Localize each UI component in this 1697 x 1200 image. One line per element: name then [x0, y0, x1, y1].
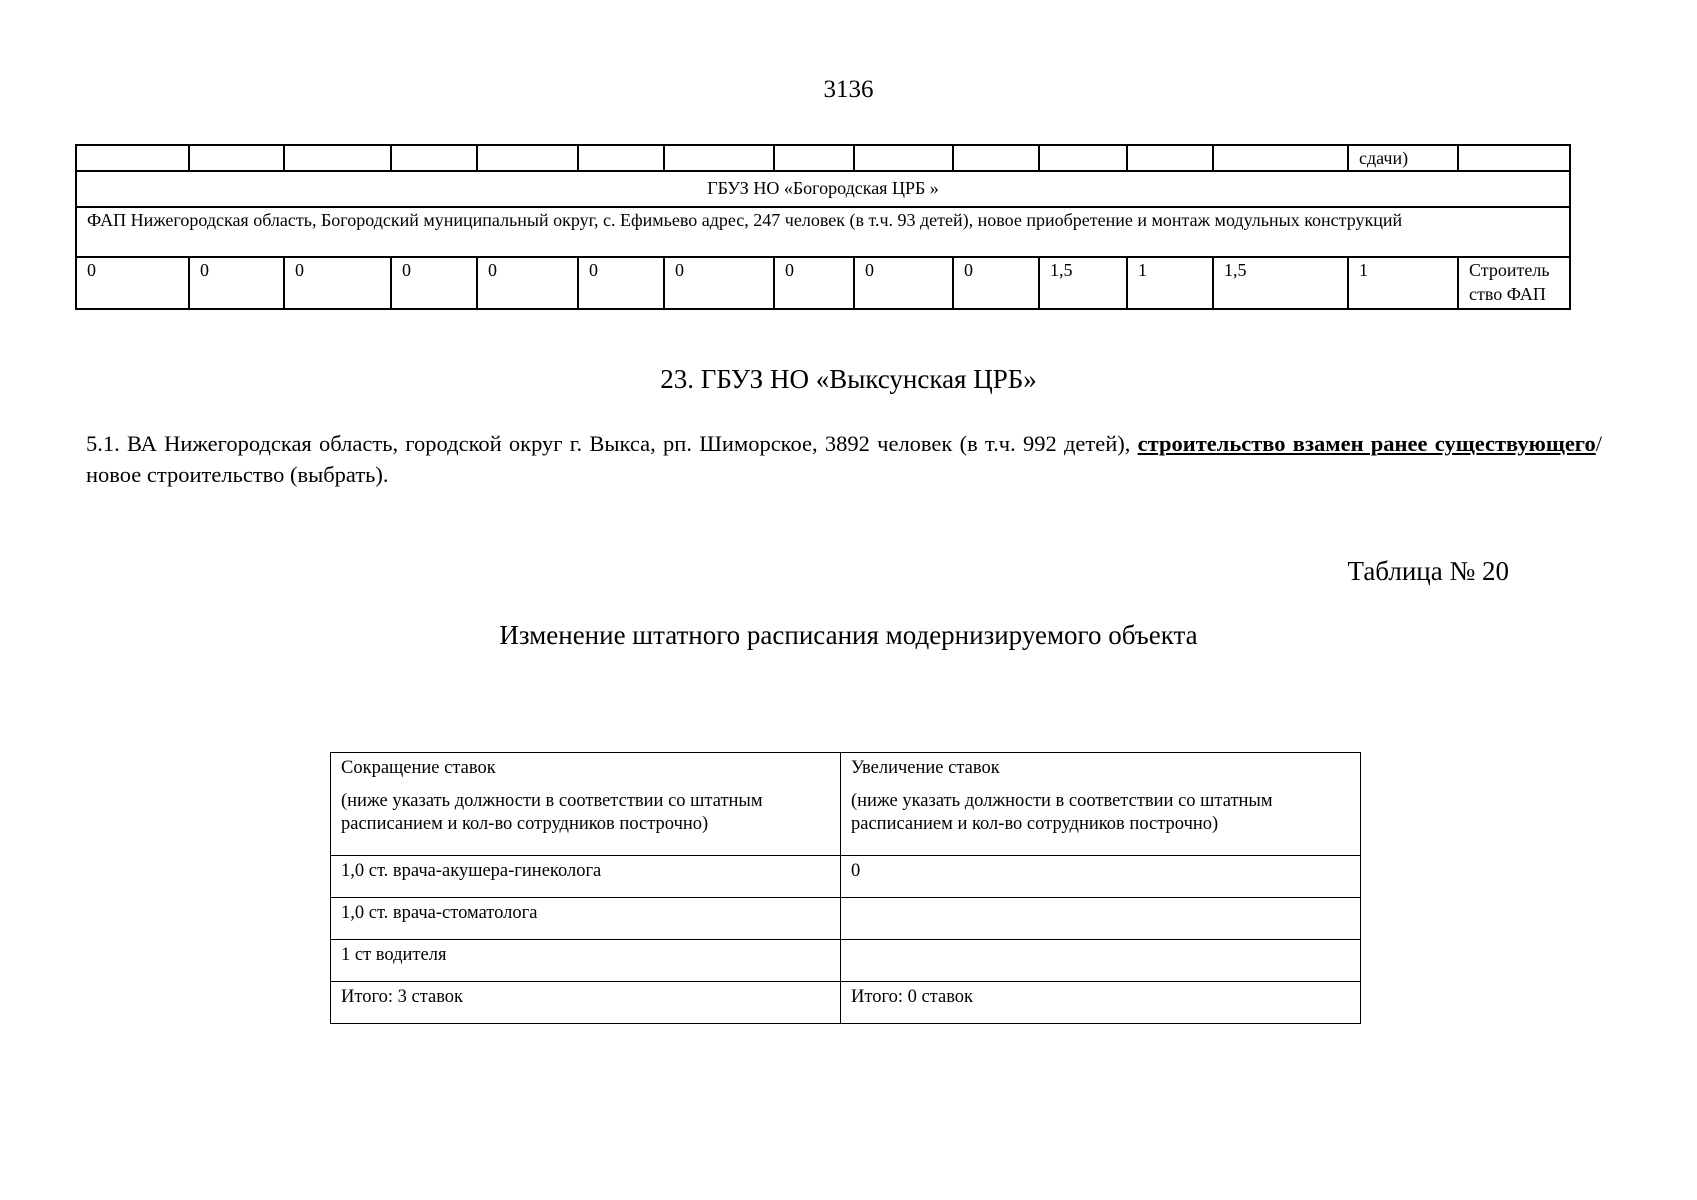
reduction-cell: 1,0 ст. врача-стоматолога — [331, 898, 841, 940]
table-cell — [284, 145, 391, 171]
staff-table — [330, 752, 1361, 1024]
table-cell — [391, 145, 477, 171]
table-row — [331, 940, 1361, 982]
table-cell — [578, 145, 664, 171]
header-label-cell: сдачи) — [1348, 145, 1458, 171]
org-name-cell: ГБУЗ НО «Богородская ЦРБ » — [76, 171, 1570, 207]
table-cell — [76, 145, 189, 171]
value-cell: 1,5 — [1213, 257, 1348, 309]
table-cell — [189, 145, 284, 171]
value-cell: 1 — [1348, 257, 1458, 309]
increase-header-cell — [841, 753, 1361, 856]
total-increase-cell: Итого: 0 ставок — [841, 982, 1361, 1024]
table-cell — [1127, 145, 1213, 171]
org-row — [76, 171, 1570, 207]
table-total-row — [331, 982, 1361, 1024]
table-cell — [1458, 145, 1570, 171]
reduction-header: Сокращение ставок — [341, 758, 496, 778]
increase-cell: 0 — [841, 856, 1361, 898]
value-cell: 0 — [477, 257, 578, 309]
values-row — [76, 257, 1570, 309]
value-cell: 0 — [953, 257, 1039, 309]
table-cell — [1213, 145, 1348, 171]
paragraph-emphasis: строительство взамен ранее существующего — [1137, 431, 1596, 456]
value-cell: 0 — [284, 257, 391, 309]
table-cell — [477, 145, 578, 171]
value-cell-note: Строитель ство ФАП — [1458, 257, 1570, 309]
staff-table-header — [331, 753, 1361, 856]
value-cell: 0 — [664, 257, 774, 309]
page-number: 3136 — [823, 76, 874, 103]
table-row — [331, 898, 1361, 940]
table-title: Изменение штатного расписания модернизируемого объекта — [499, 620, 1198, 650]
paragraph-lead: 5.1. ВА Нижегородская область, городской округ г. Выкса, рп. Шиморское, 3892 человек (в т.ч. 992 детей), — [86, 431, 1138, 456]
increase-header: Увеличение ставок — [851, 758, 1000, 778]
value-cell: 0 — [854, 257, 953, 309]
increase-cell — [841, 898, 1361, 940]
reduction-cell: 1,0 ст. врача-акушера-гинеколога — [331, 856, 841, 898]
value-cell: 0 — [774, 257, 854, 309]
value-cell: 1 — [1127, 257, 1213, 309]
table-cell — [664, 145, 774, 171]
table-row — [331, 856, 1361, 898]
object-description-row — [76, 207, 1570, 257]
increase-header-note: (ниже указать должности в соответствии со штатным расписанием и кол-во сотрудников построчно) — [851, 791, 1273, 834]
capacity-table — [75, 144, 1571, 310]
table-label: Таблица № 20 — [1347, 556, 1509, 586]
total-reduction-cell: Итого: 3 ставок — [331, 982, 841, 1024]
value-cell: 1,5 — [1039, 257, 1127, 309]
object-paragraph — [86, 428, 1602, 490]
table-cell — [1039, 145, 1127, 171]
reduction-header-note: (ниже указать должности в соответствии со штатным расписанием и кол-во сотрудников построчно) — [341, 791, 763, 834]
paragraph-tail: / новое строительство (выбрать). — [86, 431, 1602, 487]
section-title: 23. ГБУЗ НО «Выксунская ЦРБ» — [660, 364, 1037, 394]
table-cell — [953, 145, 1039, 171]
reduction-header-cell — [331, 753, 841, 856]
table-header-tail-row — [76, 145, 1570, 171]
table-cell — [854, 145, 953, 171]
reduction-cell: 1 ст водителя — [331, 940, 841, 982]
value-cell: 0 — [578, 257, 664, 309]
object-description-cell: ФАП Нижегородская область, Богородский муниципальный округ, с. Ефимьево адрес, 247 человек (в т.ч. 93 детей), новое приобретение и монтаж модульных конструкций — [76, 207, 1570, 257]
value-cell: 0 — [76, 257, 189, 309]
table-cell — [774, 145, 854, 171]
value-cell: 0 — [391, 257, 477, 309]
increase-cell — [841, 940, 1361, 982]
value-cell: 0 — [189, 257, 284, 309]
